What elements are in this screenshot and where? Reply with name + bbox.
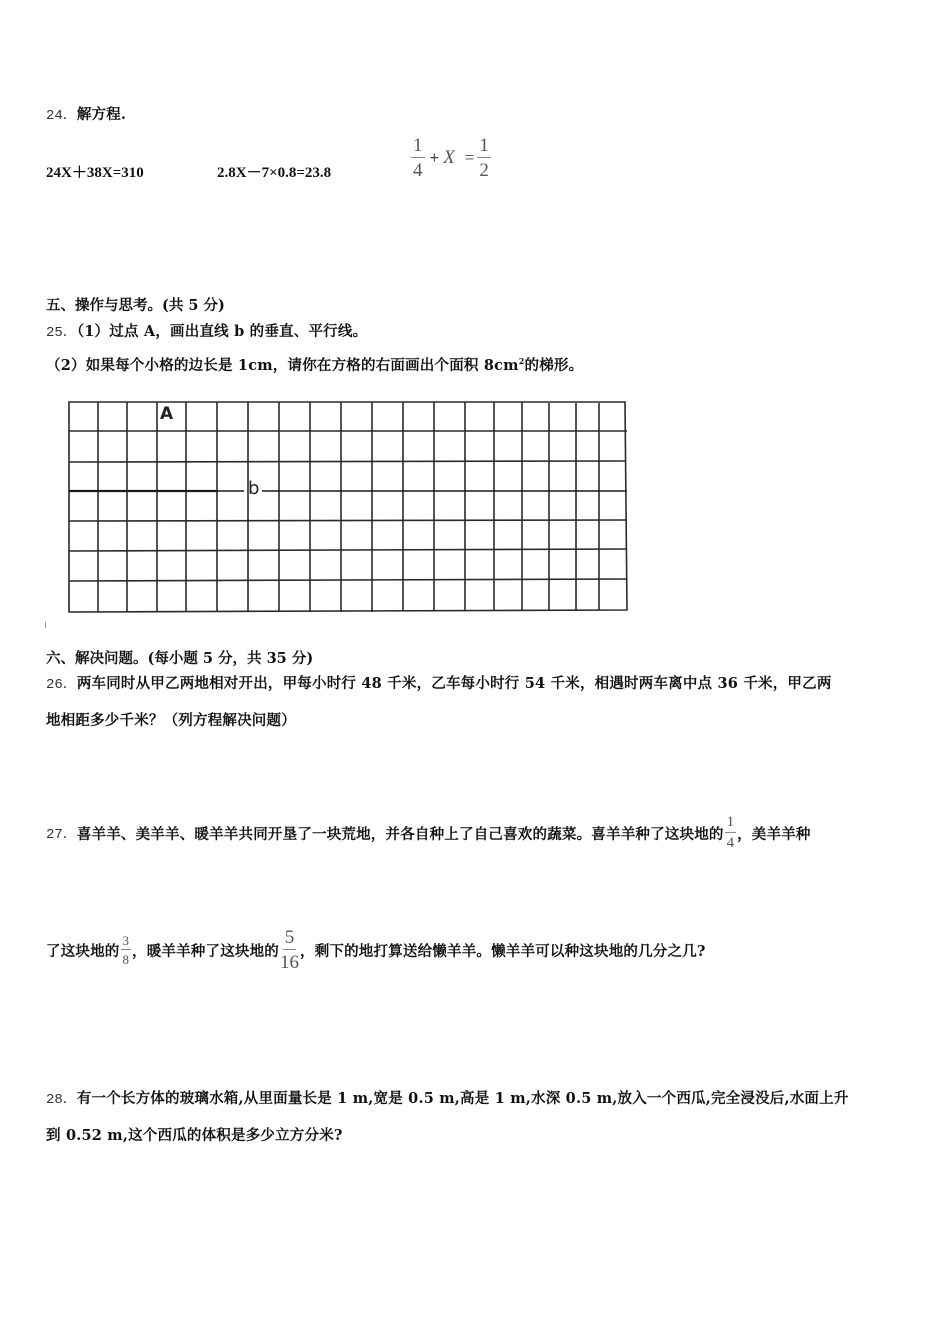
grid-drawing [62,398,634,618]
square-grid [62,398,634,618]
question-number: 25． [46,325,77,341]
scan-mark [45,622,46,628]
question-number: 24． [46,108,77,124]
question-24-header [46,103,126,124]
question-27-line1: 27． 喜羊羊、美羊羊、暖羊羊共同开垦了一块荒地，并各自种上了自己喜欢的蔬菜。喜羊羊种了这块地的 $\frac{1}{4}$ ，美羊羊种 [46,814,811,851]
plus-sign: + [429,148,440,167]
equals-sign: = [464,148,475,167]
question-26-line2: 地相距多少千米？（列方程解决问题） [46,712,296,729]
point-a-label: A [160,404,174,424]
question-number: 26． [46,677,77,693]
fraction: $\frac{1}{2}$ [479,135,489,181]
section-6-heading: 六、解决问题。(每小题 5 分，共 35 分) [46,650,314,667]
equation-1: 24X＋38X=310 [46,165,144,181]
line-b-label: b [248,478,260,499]
question-25-part2: （2）如果每个小格的边长是 1cm，请你在方格的右面画出个面积 $8cm^2$的梯形。 [46,356,584,374]
equation-2: 2.8X－7×0.8=23.8 [217,165,332,181]
question-title: 解方程. [76,106,127,123]
variable-x: X [443,147,455,168]
question-25-part1: 25．（1）过点 A，画出直线 b 的垂直、平行线。 [46,323,368,341]
section-5-heading: 五、操作与思考。(共 5 分) [46,297,225,314]
fraction: $\frac{1}{4}$ [413,135,423,181]
question-28-line1: 28．有一个长方体的玻璃水箱,从里面量长是 1 m,宽是 0.5 m,高是 1 m,水深 0.5 m,放入一个西瓜,完全浸没后,水面上升 [46,1090,849,1108]
question-26-line1: 26．两车同时从甲乙两地相对开出，甲每小时行 48 千米，乙车每小时行 54 千米，相遇时两车离中点 36 千米，甲乙两 [46,675,832,693]
equation-3 [410,136,492,180]
fraction-five-sixteenths: $\frac{5}{16}$ [280,927,299,973]
question-28-line2: 到 0.52 m,这个西瓜的体积是多少立方分米? [46,1127,343,1144]
question-27-line2: 了这块地的 $\frac{3}{8}$ ，暖羊羊种了这块地的 $\frac{5}{16}$ ，剩下的地打算送给懒羊羊。懒羊羊可以种这块地的几分之几? [46,927,706,973]
fraction-three-eighths: $\frac{3}{8}$ [122,933,129,967]
fraction-one-quarter: $\frac{1}{4}$ [726,814,735,851]
question-number: 27． [46,827,77,843]
question-number: 28． [46,1092,77,1108]
